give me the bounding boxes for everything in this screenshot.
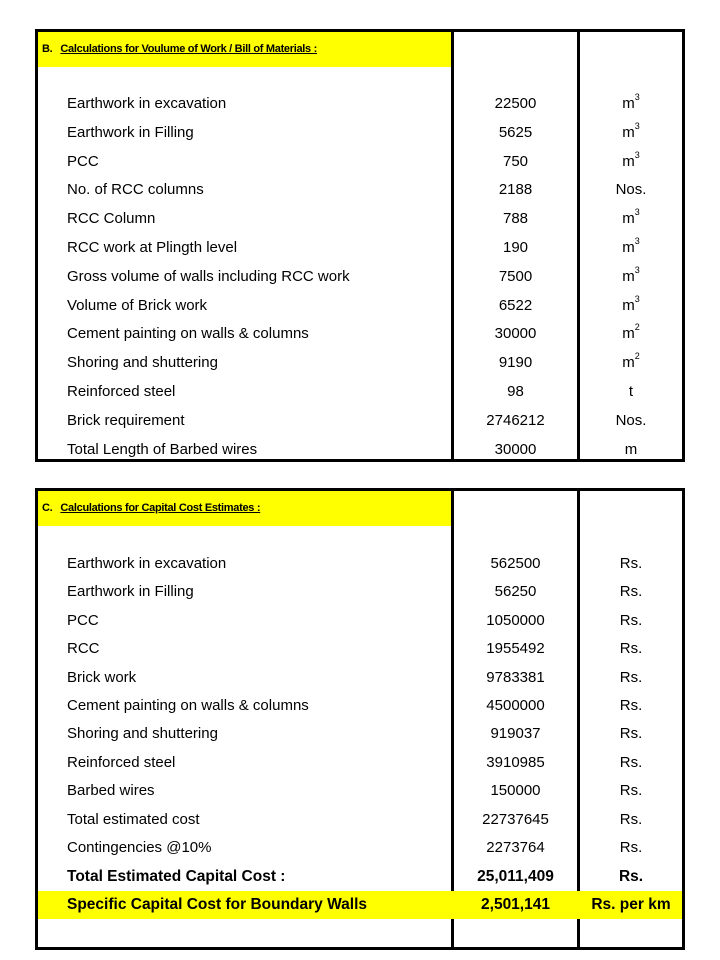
unit-text: t (628, 383, 634, 400)
unit-text: Rs. (619, 810, 643, 828)
table-row (38, 664, 682, 692)
unit-exponent: 3 (634, 149, 640, 160)
row-value: 98 (507, 383, 524, 400)
row-label: Volume of Brick work (67, 296, 208, 314)
row-unit (580, 749, 682, 777)
row-label: Earthwork in excavation (67, 95, 227, 112)
table-row (38, 176, 682, 204)
row-unit (580, 234, 682, 262)
unit-exponent: 3 (634, 293, 640, 304)
row-value: 150000 (490, 782, 541, 800)
row-label: Cement painting on walls & columns (67, 697, 309, 714)
table-row (38, 578, 682, 606)
row-label: Reinforced steel (67, 383, 176, 400)
row-value: 22500 (494, 95, 537, 112)
table-row (38, 720, 682, 748)
total-cost-value: 25,011,409 (477, 868, 554, 885)
unit-text: Rs. (619, 640, 643, 658)
row-unit (580, 635, 682, 663)
row-unit (580, 176, 682, 204)
row-label: Brick requirement (67, 411, 185, 429)
specific-cost-label: Specific Capital Cost for Boundary Walls (67, 896, 368, 913)
unit-text: m (622, 239, 635, 256)
row-value: 2273764 (486, 839, 545, 856)
row-value: 919037 (490, 725, 541, 743)
row-unit (580, 292, 682, 320)
capital-cost-table (35, 488, 685, 950)
section-b-letter: B. (42, 43, 53, 55)
unit-text: m (622, 152, 635, 170)
unit-exponent: 2 (634, 322, 640, 333)
table-row (38, 119, 682, 147)
section-c-header (38, 491, 451, 526)
table-row (38, 378, 682, 406)
row-unit (580, 436, 682, 464)
row-label: Barbed wires (67, 782, 155, 800)
table-row (38, 834, 682, 862)
row-label: No. of RCC columns (67, 181, 204, 199)
row-value: 190 (502, 239, 529, 256)
bill-of-materials-table (35, 29, 685, 462)
row-unit (580, 119, 682, 147)
row-value: 30000 (494, 440, 537, 458)
row-label: PCC (67, 152, 99, 170)
row-label: Brick work (67, 668, 137, 686)
unit-exponent: 3 (634, 264, 640, 275)
table-row (38, 234, 682, 262)
unit-exponent: 3 (634, 120, 640, 131)
total-cost-row (38, 863, 682, 891)
specific-cost-unit: Rs. per km (591, 896, 671, 913)
table-row (38, 292, 682, 320)
row-label: Shoring and shuttering (67, 725, 218, 743)
table-row (38, 777, 682, 805)
table-row (38, 692, 682, 720)
unit-text: m (624, 440, 638, 458)
unit-text: m (622, 123, 635, 141)
total-cost-label: Total Estimated Capital Cost : (67, 868, 286, 885)
row-unit (580, 90, 682, 118)
table-row (38, 550, 682, 578)
row-unit (580, 607, 682, 635)
row-value: 9783381 (486, 668, 545, 686)
row-unit (580, 777, 682, 805)
row-label: Total Length of Barbed wires (67, 440, 258, 458)
row-value: 1955492 (486, 640, 545, 658)
unit-exponent: 3 (634, 236, 640, 246)
table-row (38, 148, 682, 176)
row-unit (580, 692, 682, 720)
unit-text: Rs. (619, 725, 643, 743)
row-value: 5625 (498, 123, 533, 141)
row-label: RCC work at Plingth level (67, 239, 238, 256)
unit-exponent: 3 (634, 207, 640, 218)
table-row (38, 635, 682, 663)
row-unit (580, 578, 682, 606)
unit-text: Rs. (619, 753, 643, 771)
unit-text: m (622, 267, 635, 285)
row-value: 750 (502, 152, 529, 170)
row-unit (580, 664, 682, 692)
row-value: 30000 (494, 325, 537, 343)
unit-text: m (622, 95, 635, 112)
unit-text: Rs. (619, 782, 643, 800)
table-row (38, 349, 682, 377)
unit-text: m (622, 325, 635, 343)
table-row (38, 407, 682, 435)
table-row (38, 90, 682, 118)
row-unit (580, 148, 682, 176)
row-value: 2188 (498, 181, 533, 199)
row-value: 22737645 (482, 810, 549, 828)
unit-text: Rs. (619, 839, 643, 856)
row-value: 3910985 (486, 753, 545, 771)
section-b-title: Calculations for Voulume of Work / Bill of Materials : (60, 43, 317, 55)
unit-text: m (622, 296, 635, 314)
row-unit (580, 407, 682, 435)
unit-text: Rs. (619, 697, 643, 714)
unit-text: Rs. (619, 555, 643, 572)
row-label: RCC Column (67, 210, 156, 228)
table-row (38, 749, 682, 777)
row-value: 2746212 (486, 411, 545, 429)
unit-text: m (622, 354, 635, 372)
table-row (38, 436, 682, 464)
row-label: Contingencies @10% (67, 839, 212, 856)
unit-text: Rs. (619, 611, 643, 629)
section-c-letter: C. (42, 502, 53, 514)
row-label: Earthwork in Filling (67, 123, 194, 141)
unit-text: Rs. (619, 668, 643, 686)
row-label: Gross volume of walls including RCC work (67, 267, 350, 285)
specific-cost-value: 2,501,141 (481, 896, 550, 913)
row-value: 1050000 (486, 611, 545, 629)
row-value: 4500000 (486, 697, 545, 714)
row-value: 9190 (498, 354, 533, 372)
row-value: 562500 (490, 555, 541, 572)
row-value: 7500 (498, 267, 533, 285)
row-unit (580, 806, 682, 834)
table-row (38, 320, 682, 348)
row-unit (580, 378, 682, 406)
unit-text: Rs. (619, 583, 643, 601)
row-unit (580, 720, 682, 748)
row-unit (580, 550, 682, 578)
row-unit (580, 205, 682, 233)
unit-text: m (622, 210, 635, 228)
row-label: Earthwork in excavation (67, 555, 227, 572)
section-b-header (38, 32, 451, 67)
row-label: Reinforced steel (67, 753, 176, 771)
unit-exponent: 2 (634, 351, 640, 362)
table-row (38, 607, 682, 635)
row-unit (580, 263, 682, 291)
specific-cost-row (38, 891, 682, 919)
table-row (38, 263, 682, 291)
row-label: PCC (67, 611, 99, 629)
unit-exponent: 3 (634, 92, 640, 102)
row-unit (580, 834, 682, 862)
row-value: 6522 (498, 296, 533, 314)
row-value: 56250 (494, 583, 537, 601)
row-unit (580, 320, 682, 348)
row-value: 788 (502, 210, 529, 228)
unit-text: Nos. (615, 411, 647, 429)
table-row (38, 205, 682, 233)
total-cost-unit: Rs. (618, 868, 644, 885)
row-label: Shoring and shuttering (67, 354, 218, 372)
row-label: Cement painting on walls & columns (67, 325, 309, 343)
row-unit (580, 349, 682, 377)
row-label: Total estimated cost (67, 810, 200, 828)
row-label: Earthwork in Filling (67, 583, 194, 601)
table-row (38, 806, 682, 834)
row-label: RCC (67, 640, 100, 658)
section-c-title: Calculations for Capital Cost Estimates : (60, 502, 261, 514)
unit-text: Nos. (615, 181, 647, 199)
